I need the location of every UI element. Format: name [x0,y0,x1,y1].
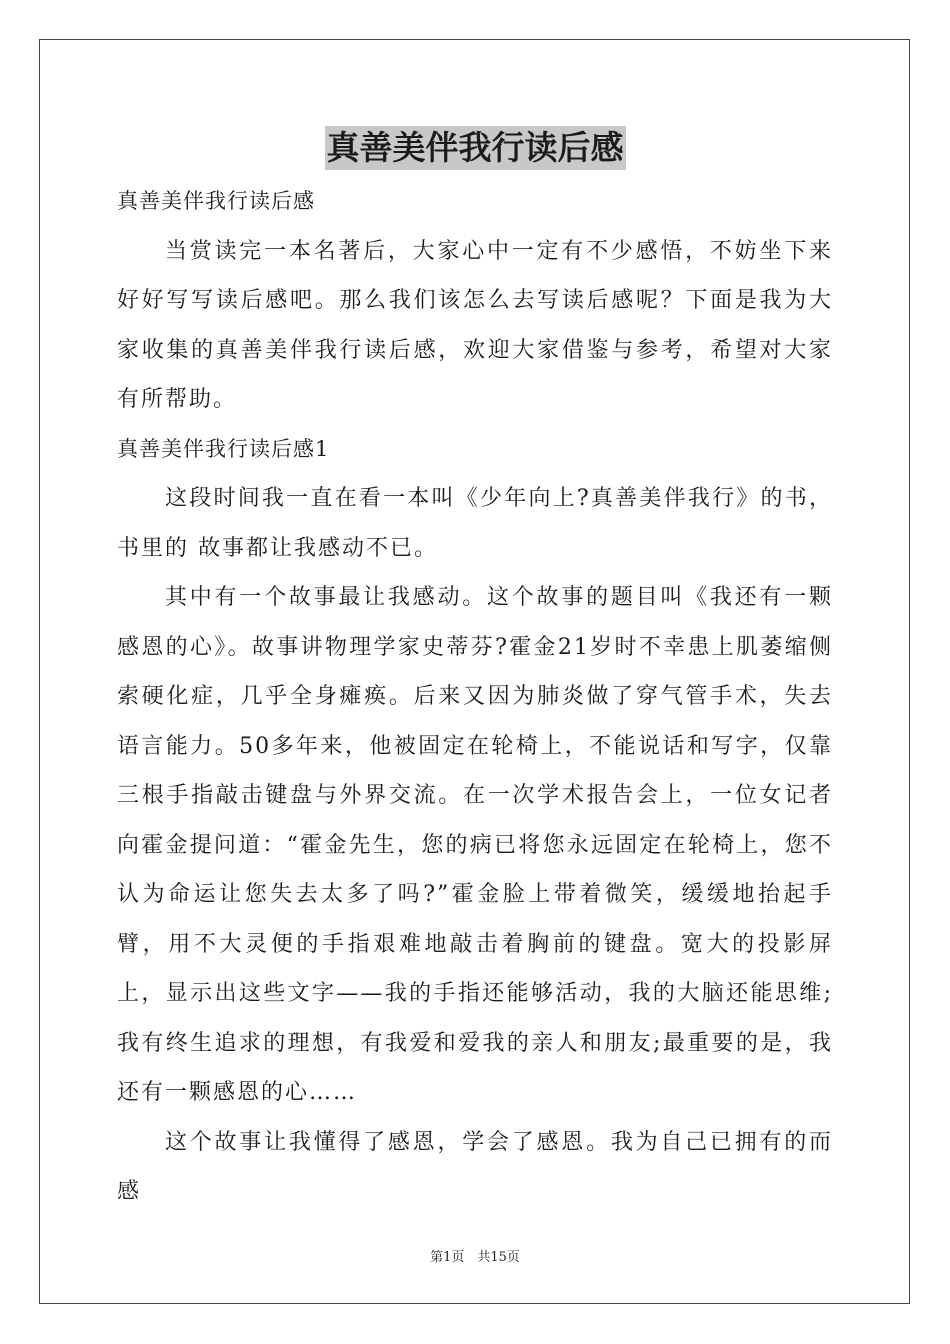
body-paragraph-3: 这个故事让我懂得了感恩，学会了感恩。我为自己已拥有的而感 [117,1129,833,1204]
body-paragraph-2: 其中有一个故事最让我感动。这个故事的题目叫《我还有一颗感恩的心》。故事讲物理学家史蒂芬?霍金21岁时不幸患上肌萎缩侧索硬化症，几乎全身瘫痪。后来又因为肺炎做了穿气管手术，失去语言能力。50多年来，他被固定在轮椅上，不能说话和写字，仅靠三根手指敲击键盘与外界交流。在一次学术报告会上，一位女记者向霍金提问道：“霍金先生，您的病已将您永远固定在轮椅上，您不认为命运让您失去太多了吗?”霍金脸上带着微笑，缓缓地抬起手臂，用不大灵便的手指艰难地敲击着胸前的键盘。宽大的投影屏上，显示出这些文字——我的手指还能够活动，我的大脑还能思维;我有终生追求的理想，有我爱和爱我的亲人和朋友;最重要的是，我还有一颗感恩的心…… [117,585,833,1105]
intro-paragraph: 当赏读完一本名著后，大家心中一定有不少感悟，不妨坐下来好好写写读后感吧。那么我们该怎么去写读后感呢？下面是我为大家收集的真善美伴我行读后感，欢迎大家借鉴与参考，希望对大家有所帮助。 [117,238,833,412]
page-footer [0,1246,950,1265]
body-paragraph-1: 这段时间我一直在看一本叫《少年向上?真善美伴我行》的书，书里的 故事都让我感动不已。 [117,486,833,561]
document-body [117,177,833,1217]
document-title: 真善美伴我行读后感 [325,126,626,170]
document-subtitle: 真善美伴我行读后感 [117,189,315,213]
section-heading: 真善美伴我行读后感1 [117,436,330,461]
page-number: 第1页 共15页 [430,1250,520,1265]
title-container [0,126,950,170]
